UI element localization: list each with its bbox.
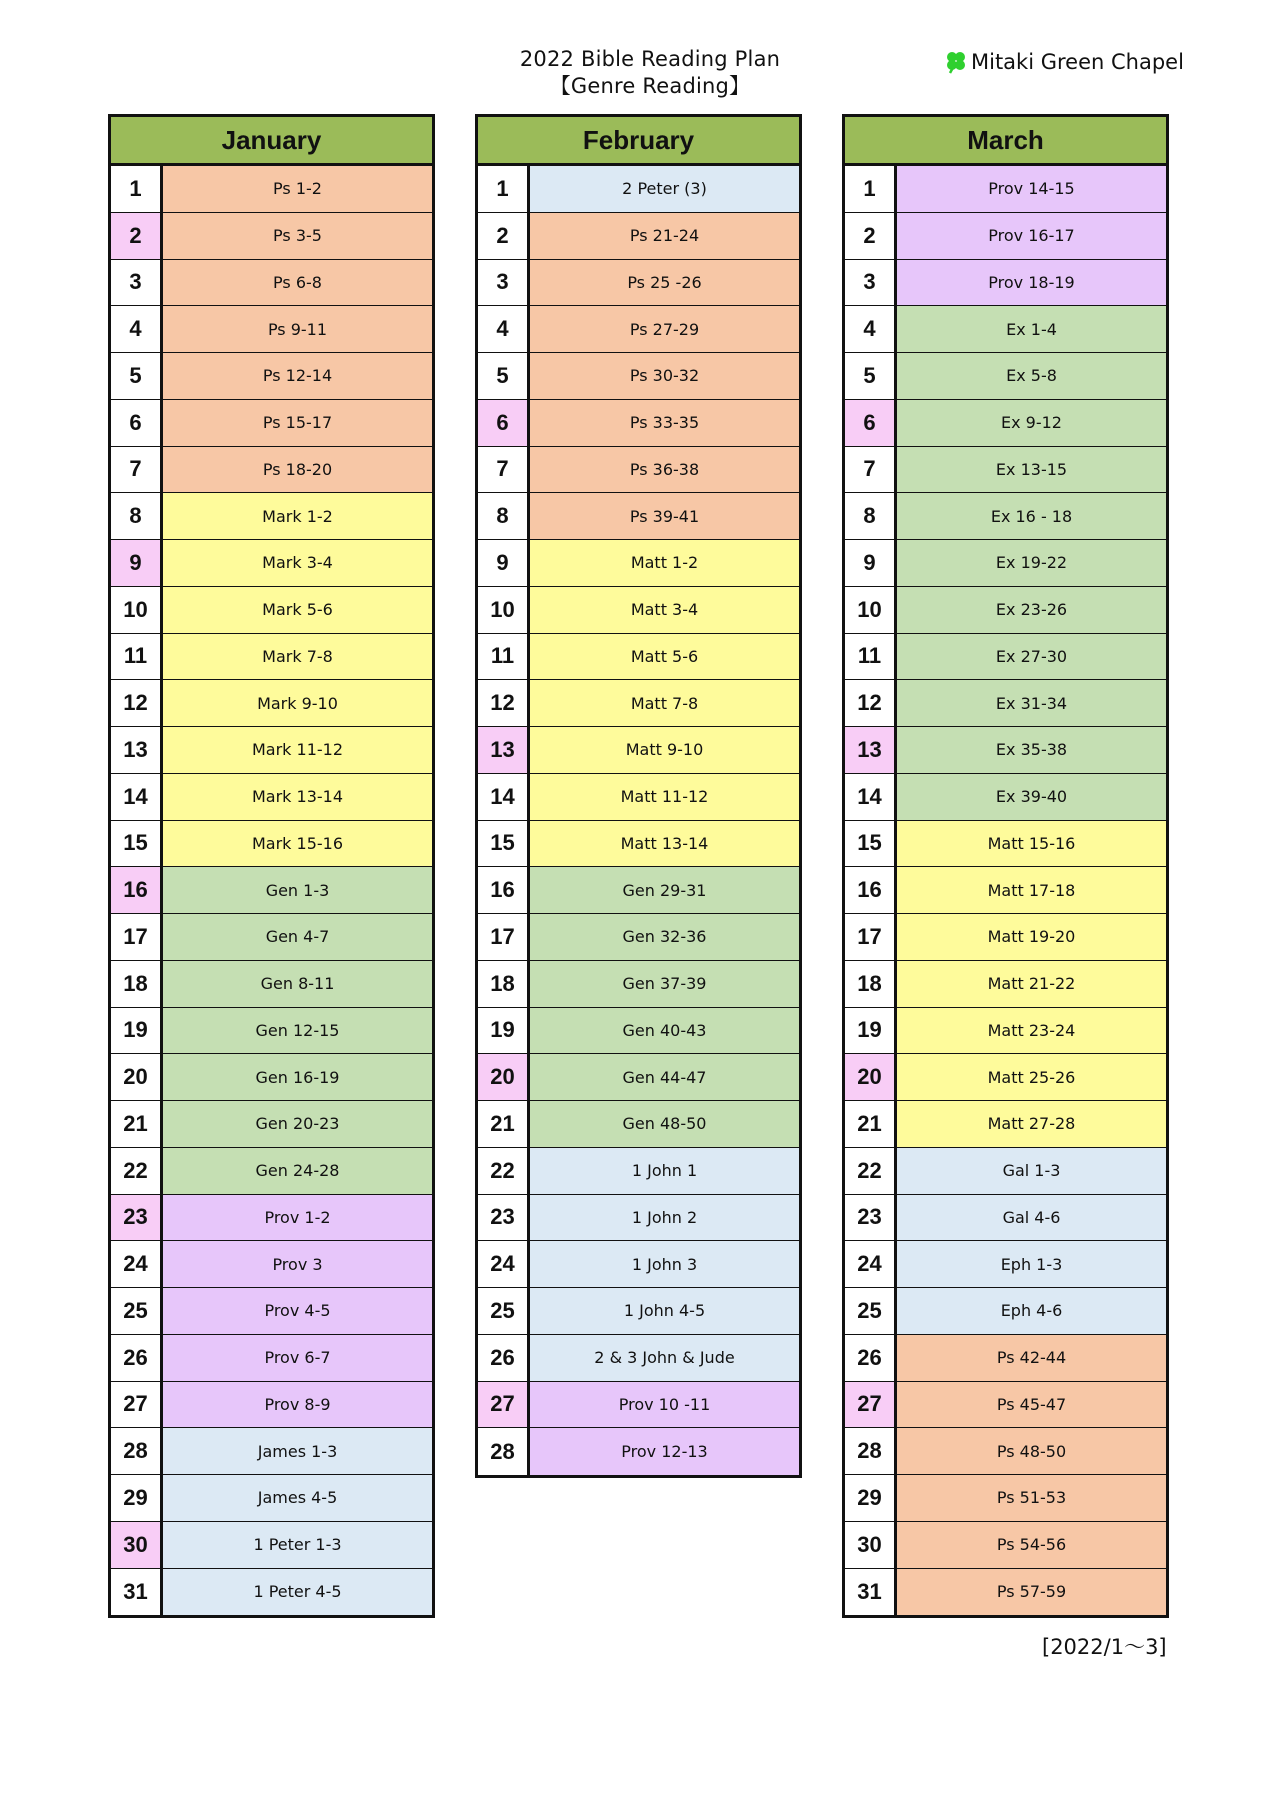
table-row xyxy=(478,867,799,914)
table-row xyxy=(478,821,799,868)
table-row xyxy=(111,1288,432,1335)
title-line-1: 2022 Bible Reading Plan xyxy=(519,47,781,71)
reading-cell: Matt 1-2 xyxy=(530,540,799,586)
day-number: 26 xyxy=(478,1335,530,1381)
reading-cell: 1 John 1 xyxy=(530,1148,799,1194)
day-number: 21 xyxy=(845,1101,897,1147)
table-row xyxy=(478,1101,799,1148)
day-number: 1 xyxy=(845,166,897,212)
table-row xyxy=(478,634,799,681)
reading-cell: Ps 3-5 xyxy=(163,213,432,259)
day-number: 30 xyxy=(111,1522,163,1568)
table-row xyxy=(845,306,1166,353)
table-row xyxy=(111,1522,432,1569)
day-number: 9 xyxy=(478,540,530,586)
reading-cell: Prov 1-2 xyxy=(163,1195,432,1241)
table-row xyxy=(111,400,432,447)
table-row xyxy=(478,1148,799,1195)
table-row xyxy=(111,961,432,1008)
reading-cell: 1 John 2 xyxy=(530,1195,799,1241)
reading-cell: James 1-3 xyxy=(163,1428,432,1474)
table-row xyxy=(478,447,799,494)
day-number: 3 xyxy=(111,260,163,306)
day-number: 16 xyxy=(111,867,163,913)
day-number: 9 xyxy=(845,540,897,586)
table-row xyxy=(111,1054,432,1101)
reading-cell: Mark 9-10 xyxy=(163,680,432,726)
reading-cell: Matt 5-6 xyxy=(530,634,799,680)
day-number: 31 xyxy=(845,1569,897,1616)
table-row xyxy=(478,727,799,774)
day-number: 2 xyxy=(111,213,163,259)
table-row xyxy=(111,914,432,961)
day-number: 24 xyxy=(111,1241,163,1287)
reading-cell: Ps 9-11 xyxy=(163,306,432,352)
reading-cell: Gen 40-43 xyxy=(530,1008,799,1054)
table-row xyxy=(845,1335,1166,1382)
day-number: 22 xyxy=(845,1148,897,1194)
day-number: 15 xyxy=(111,821,163,867)
reading-cell: Mark 13-14 xyxy=(163,774,432,820)
table-row xyxy=(478,1195,799,1242)
reading-cell: Ex 23-26 xyxy=(897,587,1166,633)
table-row xyxy=(111,1241,432,1288)
table-row xyxy=(478,306,799,353)
reading-cell: Ex 16 - 18 xyxy=(897,493,1166,539)
reading-cell: Eph 4-6 xyxy=(897,1288,1166,1334)
day-number: 19 xyxy=(845,1008,897,1054)
day-number: 4 xyxy=(111,306,163,352)
table-row xyxy=(478,774,799,821)
reading-cell: Ex 35-38 xyxy=(897,727,1166,773)
reading-cell: Mark 7-8 xyxy=(163,634,432,680)
month-header: January xyxy=(111,117,432,166)
reading-cell: Gen 48-50 xyxy=(530,1101,799,1147)
day-number: 13 xyxy=(478,727,530,773)
table-row xyxy=(845,680,1166,727)
table-row xyxy=(478,914,799,961)
reading-cell: Ps 48-50 xyxy=(897,1428,1166,1474)
day-number: 1 xyxy=(111,166,163,212)
reading-cell: Ps 21-24 xyxy=(530,213,799,259)
day-number: 5 xyxy=(845,353,897,399)
table-row xyxy=(845,1428,1166,1475)
reading-cell: Matt 25-26 xyxy=(897,1054,1166,1100)
table-row xyxy=(478,260,799,307)
day-number: 9 xyxy=(111,540,163,586)
reading-cell: Matt 19-20 xyxy=(897,914,1166,960)
day-number: 1 xyxy=(478,166,530,212)
day-number: 15 xyxy=(478,821,530,867)
table-row xyxy=(478,493,799,540)
reading-cell: Gen 4-7 xyxy=(163,914,432,960)
clover-icon xyxy=(944,50,968,74)
day-number: 5 xyxy=(478,353,530,399)
reading-cell: Ps 36-38 xyxy=(530,447,799,493)
reading-cell: Gen 32-36 xyxy=(530,914,799,960)
table-row xyxy=(845,1475,1166,1522)
day-number: 19 xyxy=(478,1008,530,1054)
table-row xyxy=(111,166,432,213)
table-row xyxy=(845,727,1166,774)
reading-cell: Prov 6-7 xyxy=(163,1335,432,1381)
day-number: 6 xyxy=(478,400,530,446)
reading-cell: Matt 21-22 xyxy=(897,961,1166,1007)
month-rows xyxy=(478,166,799,1475)
reading-cell: Matt 11-12 xyxy=(530,774,799,820)
reading-cell: Ps 54-56 xyxy=(897,1522,1166,1568)
day-number: 25 xyxy=(478,1288,530,1334)
month-header: February xyxy=(478,117,799,166)
reading-cell: Ps 33-35 xyxy=(530,400,799,446)
reading-cell: Ex 39-40 xyxy=(897,774,1166,820)
day-number: 13 xyxy=(845,727,897,773)
reading-cell: Prov 14-15 xyxy=(897,166,1166,212)
day-number: 25 xyxy=(845,1288,897,1334)
reading-cell: Prov 3 xyxy=(163,1241,432,1287)
table-row xyxy=(478,166,799,213)
table-row xyxy=(845,587,1166,634)
day-number: 11 xyxy=(845,634,897,680)
day-number: 21 xyxy=(478,1101,530,1147)
church-name-text: Mitaki Green Chapel xyxy=(971,50,1184,74)
day-number: 5 xyxy=(111,353,163,399)
table-row xyxy=(845,166,1166,213)
day-number: 17 xyxy=(845,914,897,960)
reading-cell: Matt 13-14 xyxy=(530,821,799,867)
table-row xyxy=(478,1288,799,1335)
reading-cell: Ps 1-2 xyxy=(163,166,432,212)
reading-cell: Gal 1-3 xyxy=(897,1148,1166,1194)
reading-cell: Ex 27-30 xyxy=(897,634,1166,680)
reading-cell: Gen 44-47 xyxy=(530,1054,799,1100)
day-number: 25 xyxy=(111,1288,163,1334)
table-row xyxy=(111,540,432,587)
reading-cell: Prov 8-9 xyxy=(163,1382,432,1428)
day-number: 16 xyxy=(845,867,897,913)
reading-cell: Gen 29-31 xyxy=(530,867,799,913)
table-row xyxy=(111,680,432,727)
day-number: 14 xyxy=(478,774,530,820)
day-number: 3 xyxy=(478,260,530,306)
day-number: 18 xyxy=(478,961,530,1007)
day-number: 22 xyxy=(478,1148,530,1194)
day-number: 28 xyxy=(111,1428,163,1474)
table-row xyxy=(111,260,432,307)
day-number: 23 xyxy=(111,1195,163,1241)
reading-cell: Prov 10 -11 xyxy=(530,1382,799,1428)
reading-cell: Ps 27-29 xyxy=(530,306,799,352)
day-number: 18 xyxy=(111,961,163,1007)
reading-cell: Ps 51-53 xyxy=(897,1475,1166,1521)
table-row xyxy=(478,961,799,1008)
reading-cell: Mark 11-12 xyxy=(163,727,432,773)
table-row xyxy=(845,1008,1166,1055)
reading-cell: Ex 13-15 xyxy=(897,447,1166,493)
table-row xyxy=(111,493,432,540)
table-row xyxy=(478,1428,799,1475)
table-row xyxy=(111,1195,432,1242)
reading-cell: Gen 12-15 xyxy=(163,1008,432,1054)
day-number: 4 xyxy=(478,306,530,352)
date-range-label: [2022/1～3] xyxy=(1042,1635,1167,1659)
table-row xyxy=(845,540,1166,587)
day-number: 7 xyxy=(111,447,163,493)
table-row xyxy=(111,587,432,634)
table-row xyxy=(845,400,1166,447)
day-number: 31 xyxy=(111,1569,163,1616)
table-row xyxy=(478,1008,799,1055)
month-table-january xyxy=(108,114,435,1618)
day-number: 10 xyxy=(845,587,897,633)
table-row xyxy=(845,914,1166,961)
day-number: 6 xyxy=(111,400,163,446)
reading-cell: Ps 25 -26 xyxy=(530,260,799,306)
table-row xyxy=(845,353,1166,400)
table-row xyxy=(111,867,432,914)
table-row xyxy=(845,1569,1166,1616)
reading-cell: Mark 3-4 xyxy=(163,540,432,586)
reading-cell: 1 John 4-5 xyxy=(530,1288,799,1334)
table-row xyxy=(111,727,432,774)
reading-cell: Prov 4-5 xyxy=(163,1288,432,1334)
table-row xyxy=(845,961,1166,1008)
reading-cell: Ps 30-32 xyxy=(530,353,799,399)
day-number: 26 xyxy=(845,1335,897,1381)
reading-cell: Ex 9-12 xyxy=(897,400,1166,446)
day-number: 23 xyxy=(478,1195,530,1241)
day-number: 7 xyxy=(845,447,897,493)
table-row xyxy=(845,1195,1166,1242)
reading-cell: Gen 20-23 xyxy=(163,1101,432,1147)
day-number: 26 xyxy=(111,1335,163,1381)
month-header: March xyxy=(845,117,1166,166)
table-row xyxy=(111,634,432,681)
reading-cell: Ps 57-59 xyxy=(897,1569,1166,1616)
table-row xyxy=(111,1148,432,1195)
reading-cell: Ps 15-17 xyxy=(163,400,432,446)
table-row xyxy=(845,1382,1166,1429)
reading-cell: 1 John 3 xyxy=(530,1241,799,1287)
reading-cell: Matt 23-24 xyxy=(897,1008,1166,1054)
table-row xyxy=(111,1335,432,1382)
table-row xyxy=(478,587,799,634)
day-number: 2 xyxy=(845,213,897,259)
month-table-march xyxy=(842,114,1169,1618)
table-row xyxy=(111,213,432,260)
table-row xyxy=(478,1054,799,1101)
reading-cell: Matt 7-8 xyxy=(530,680,799,726)
table-row xyxy=(111,1428,432,1475)
day-number: 10 xyxy=(478,587,530,633)
day-number: 11 xyxy=(111,634,163,680)
reading-cell: Ps 39-41 xyxy=(530,493,799,539)
table-row xyxy=(845,1241,1166,1288)
day-number: 8 xyxy=(478,493,530,539)
table-row xyxy=(845,213,1166,260)
reading-cell: Eph 1-3 xyxy=(897,1241,1166,1287)
reading-cell: Ex 19-22 xyxy=(897,540,1166,586)
table-row xyxy=(111,1382,432,1429)
table-row xyxy=(845,774,1166,821)
table-row xyxy=(845,634,1166,681)
table-row xyxy=(478,400,799,447)
table-row xyxy=(845,1522,1166,1569)
page-title xyxy=(500,46,800,100)
reading-cell: Ex 5-8 xyxy=(897,353,1166,399)
reading-cell: Prov 12-13 xyxy=(530,1428,799,1475)
reading-cell: Matt 17-18 xyxy=(897,867,1166,913)
table-row xyxy=(478,1382,799,1429)
day-number: 28 xyxy=(845,1428,897,1474)
table-row xyxy=(478,1335,799,1382)
reading-cell: Matt 3-4 xyxy=(530,587,799,633)
reading-cell: Ps 45-47 xyxy=(897,1382,1166,1428)
table-row xyxy=(111,353,432,400)
day-number: 19 xyxy=(111,1008,163,1054)
day-number: 15 xyxy=(845,821,897,867)
day-number: 17 xyxy=(111,914,163,960)
day-number: 8 xyxy=(111,493,163,539)
table-row xyxy=(478,540,799,587)
reading-cell: Matt 15-16 xyxy=(897,821,1166,867)
day-number: 16 xyxy=(478,867,530,913)
title-line-2: 【Genre Reading】 xyxy=(549,74,751,98)
day-number: 30 xyxy=(845,1522,897,1568)
reading-cell: Gen 8-11 xyxy=(163,961,432,1007)
reading-cell: Ex 1-4 xyxy=(897,306,1166,352)
day-number: 27 xyxy=(478,1382,530,1428)
day-number: 18 xyxy=(845,961,897,1007)
table-row xyxy=(478,353,799,400)
day-number: 6 xyxy=(845,400,897,446)
reading-cell: 2 & 3 John & Jude xyxy=(530,1335,799,1381)
day-number: 27 xyxy=(111,1382,163,1428)
day-number: 17 xyxy=(478,914,530,960)
day-number: 3 xyxy=(845,260,897,306)
table-row xyxy=(478,213,799,260)
table-row xyxy=(845,1054,1166,1101)
table-row xyxy=(845,447,1166,494)
month-table-february xyxy=(475,114,802,1478)
day-number: 20 xyxy=(845,1054,897,1100)
reading-cell: Mark 5-6 xyxy=(163,587,432,633)
reading-cell: Matt 27-28 xyxy=(897,1101,1166,1147)
day-number: 20 xyxy=(111,1054,163,1100)
table-row xyxy=(478,680,799,727)
table-row xyxy=(111,1008,432,1055)
day-number: 29 xyxy=(111,1475,163,1521)
day-number: 21 xyxy=(111,1101,163,1147)
reading-cell: Gen 1-3 xyxy=(163,867,432,913)
church-name xyxy=(944,50,1184,74)
day-number: 12 xyxy=(111,680,163,726)
day-number: 29 xyxy=(845,1475,897,1521)
table-row xyxy=(845,493,1166,540)
day-number: 2 xyxy=(478,213,530,259)
day-number: 7 xyxy=(478,447,530,493)
reading-cell: Gal 4-6 xyxy=(897,1195,1166,1241)
table-row xyxy=(845,821,1166,868)
table-row xyxy=(845,1288,1166,1335)
table-row xyxy=(845,260,1166,307)
reading-cell: Mark 15-16 xyxy=(163,821,432,867)
table-row xyxy=(478,1241,799,1288)
reading-cell: 2 Peter (3) xyxy=(530,166,799,212)
table-row xyxy=(111,1569,432,1616)
day-number: 27 xyxy=(845,1382,897,1428)
reading-cell: Gen 16-19 xyxy=(163,1054,432,1100)
table-row xyxy=(111,821,432,868)
day-number: 12 xyxy=(478,680,530,726)
month-rows xyxy=(111,166,432,1615)
day-number: 14 xyxy=(845,774,897,820)
reading-cell: Matt 9-10 xyxy=(530,727,799,773)
reading-cell: Mark 1-2 xyxy=(163,493,432,539)
reading-cell: Ps 42-44 xyxy=(897,1335,1166,1381)
day-number: 13 xyxy=(111,727,163,773)
reading-cell: James 4-5 xyxy=(163,1475,432,1521)
day-number: 8 xyxy=(845,493,897,539)
reading-cell: Ex 31-34 xyxy=(897,680,1166,726)
table-row xyxy=(111,1101,432,1148)
day-number: 4 xyxy=(845,306,897,352)
day-number: 11 xyxy=(478,634,530,680)
day-number: 20 xyxy=(478,1054,530,1100)
table-row xyxy=(111,774,432,821)
table-row xyxy=(845,1101,1166,1148)
day-number: 14 xyxy=(111,774,163,820)
day-number: 12 xyxy=(845,680,897,726)
table-row xyxy=(111,306,432,353)
day-number: 22 xyxy=(111,1148,163,1194)
reading-cell: Gen 37-39 xyxy=(530,961,799,1007)
reading-cell: Gen 24-28 xyxy=(163,1148,432,1194)
reading-cell: Ps 6-8 xyxy=(163,260,432,306)
day-number: 23 xyxy=(845,1195,897,1241)
reading-cell: 1 Peter 4-5 xyxy=(163,1569,432,1616)
reading-cell: Prov 16-17 xyxy=(897,213,1166,259)
month-rows xyxy=(845,166,1166,1615)
reading-cell: Ps 12-14 xyxy=(163,353,432,399)
table-row xyxy=(845,1148,1166,1195)
reading-cell: Ps 18-20 xyxy=(163,447,432,493)
reading-cell: 1 Peter 1-3 xyxy=(163,1522,432,1568)
table-row xyxy=(111,1475,432,1522)
table-row xyxy=(845,867,1166,914)
day-number: 24 xyxy=(478,1241,530,1287)
day-number: 10 xyxy=(111,587,163,633)
table-row xyxy=(111,447,432,494)
day-number: 28 xyxy=(478,1428,530,1475)
day-number: 24 xyxy=(845,1241,897,1287)
reading-cell: Prov 18-19 xyxy=(897,260,1166,306)
